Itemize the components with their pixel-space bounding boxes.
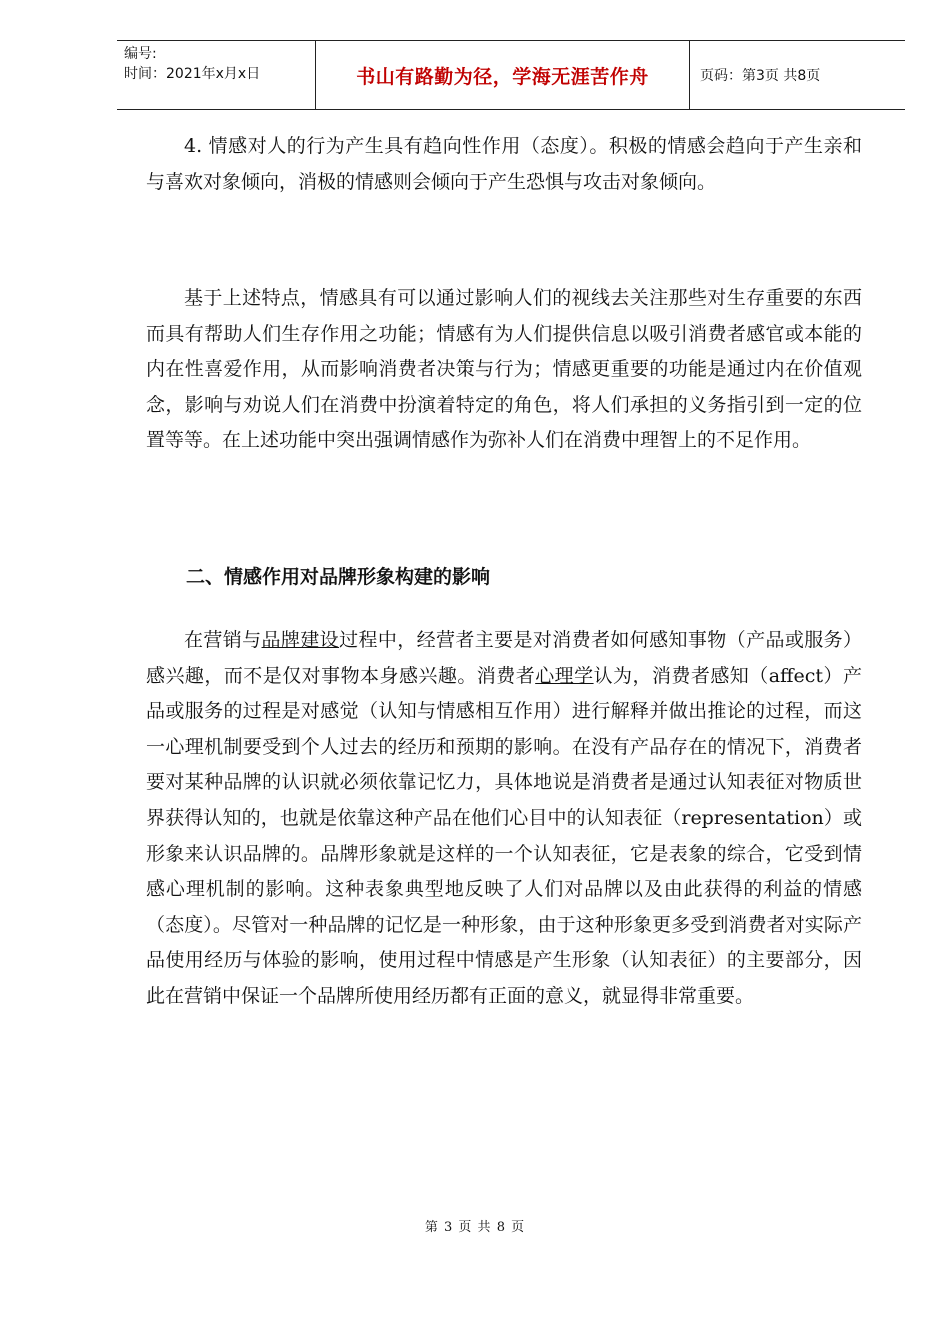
link-brand-building[interactable]: 品牌建设 — [261, 629, 340, 651]
paragraph-text-segment: 过程中，经营者主要是对消费者如何感知事物（产品或服务）感兴趣，而不是仅对事物本身感兴趣。消费者 — [146, 629, 862, 687]
header-table — [117, 40, 905, 110]
link-psychology[interactable]: 心理学 — [535, 664, 594, 687]
document-number-label: 编号: — [124, 46, 157, 62]
page-footer: 第 3 页 共 8 页 — [424, 1220, 526, 1235]
header-meta-cell — [117, 41, 316, 109]
header-page-info: 页码：第3页 共8页 — [700, 68, 821, 84]
paragraph-text-segment: 认为，消费者感知（affect）产品或服务的过程是对感觉（认知与情感相互作用）进行解释并做出推论的过程，而这一心理机制要受到个人过去的经历和预期的影响。在没有产品存在的情况下，消费者要对某种品牌的认识就必须依靠记忆力，具体地说是消费者是通过认知表征对物质世界获得认知的，也就是依靠这种产品在他们心目中的认知表征（representation）或形象来认识品牌的。品牌形象就是这样的一个认知表征，它是表象的综合，它受到情感心理机制的影响。这种表象典型地反映了人们对品牌以及由此获得的利益的情感（态度）。尽管对一种品牌的记忆是一种形象，由于这种形象更多受到消费者对实际产品使用经历与体验的影响，使用过程中情感是产生形象（认知表征）的主要部分，因此在营销中保证一个品牌所使用经历都有正面的意义，就显得非常重要。 — [146, 664, 862, 1007]
paragraph-text-segment: 在营销与 — [184, 629, 262, 651]
document-time-label: 时间：2021年x月x日 — [124, 66, 261, 82]
section-heading: 二、情感作用对品牌形象构建的影响 — [186, 566, 491, 588]
header-motto: 书山有路勤为径，学海无涯苦作舟 — [316, 41, 690, 109]
paragraph-emotion-tendency: 4. 情感对人的行为产生具有趋向性作用（态度）。积极的情感会趋向于产生亲和与喜欢对象倾向，消极的情感则会倾向于产生恐惧与攻击对象倾向。 — [146, 135, 862, 193]
paragraph-brand-image — [146, 623, 862, 1015]
paragraph-emotion-functions: 基于上述特点，情感具有可以通过影响人们的视线去关注那些对生存重要的东西而具有帮助人们生存作用之功能；情感有为人们提供信息以吸引消费者感官或本能的内在性喜爱作用，从而影响消费者决策与行为；情感更重要的功能是通过内在价值观念，影响与劝说人们在消费中扮演着特定的角色，将人们承担的义务指引到一定的位置等等。在上述功能中突出强调情感作为弥补人们在消费中理智上的不足作用。 — [146, 287, 862, 452]
